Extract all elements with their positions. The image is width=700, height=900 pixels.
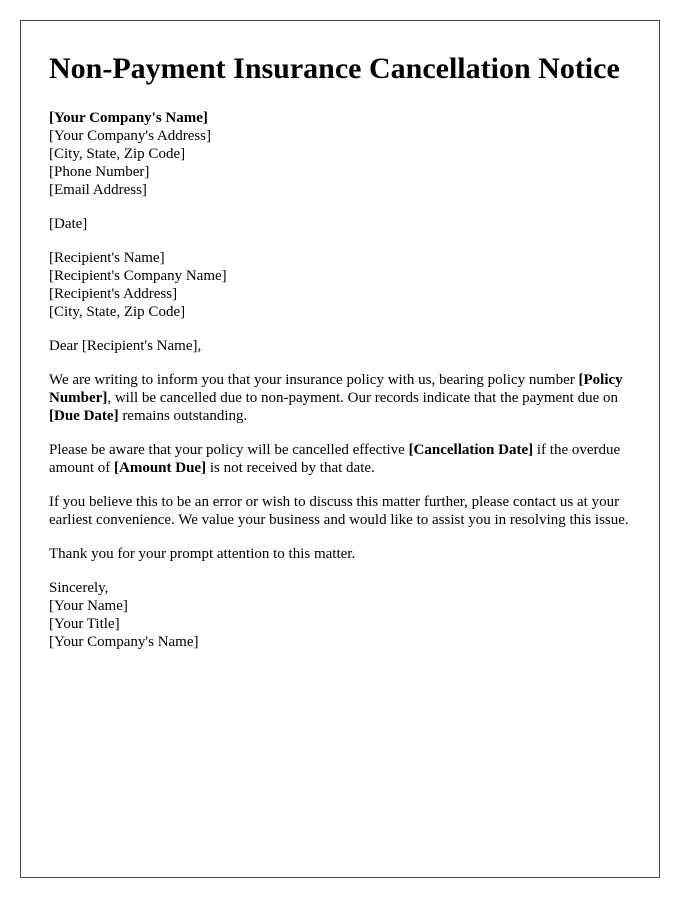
- closing-title: [Your Title]: [49, 616, 120, 632]
- paragraph2-text-3: is not received by that date.: [206, 460, 375, 476]
- paragraph1-text-2: , will be cancelled due to non-payment. Our records indicate that the payment due on: [107, 390, 618, 406]
- sender-company-name: [Your Company's Name]: [49, 110, 208, 126]
- sender-phone: [Phone Number]: [49, 164, 150, 180]
- letter-page: [20, 20, 660, 878]
- sender-address-block: [49, 109, 631, 199]
- sender-city-state-zip: [City, State, Zip Code]: [49, 146, 186, 162]
- closing-signoff: Sincerely,: [49, 580, 109, 596]
- recipient-address-block: [49, 249, 631, 321]
- recipient-city-state-zip: [City, State, Zip Code]: [49, 304, 186, 320]
- paragraph1-text-1: We are writing to inform you that your insurance policy with us, bearing policy number: [49, 372, 579, 388]
- letter-date: [Date]: [49, 216, 88, 232]
- due-date: [Due Date]: [49, 408, 119, 424]
- cancellation-date: [Cancellation Date]: [408, 442, 534, 458]
- paragraph-policy-notice: [49, 371, 631, 425]
- sender-address: [Your Company's Address]: [49, 128, 212, 144]
- salutation: Dear [Recipient's Name],: [49, 338, 202, 354]
- policy-number: [Policy Number]: [49, 372, 623, 406]
- amount-due: [Amount Due]: [114, 460, 207, 476]
- paragraph2-text-1: Please be aware that your policy will be cancelled effective: [49, 442, 409, 458]
- closing-block: [49, 579, 631, 651]
- paragraph1-text-3: remains outstanding.: [118, 408, 248, 424]
- letter-title: Non-Payment Insurance Cancellation Notice: [49, 52, 620, 85]
- recipient-company-name: [Recipient's Company Name]: [49, 268, 227, 284]
- closing-company: [Your Company's Name]: [49, 634, 199, 650]
- recipient-address: [Recipient's Address]: [49, 286, 178, 302]
- paragraph2-text-2: if the overdue amount of: [49, 442, 621, 476]
- paragraph-contact: If you believe this to be an error or wish to discuss this matter further, please contact us at your earliest convenience. We value your business and would like to assist you in resolving this issue.: [49, 494, 629, 528]
- paragraph-thanks: Thank you for your prompt attention to this matter.: [49, 546, 356, 562]
- recipient-name: [Recipient's Name]: [49, 250, 165, 266]
- sender-email: [Email Address]: [49, 182, 147, 198]
- paragraph-cancellation: [49, 441, 631, 477]
- closing-name: [Your Name]: [49, 598, 128, 614]
